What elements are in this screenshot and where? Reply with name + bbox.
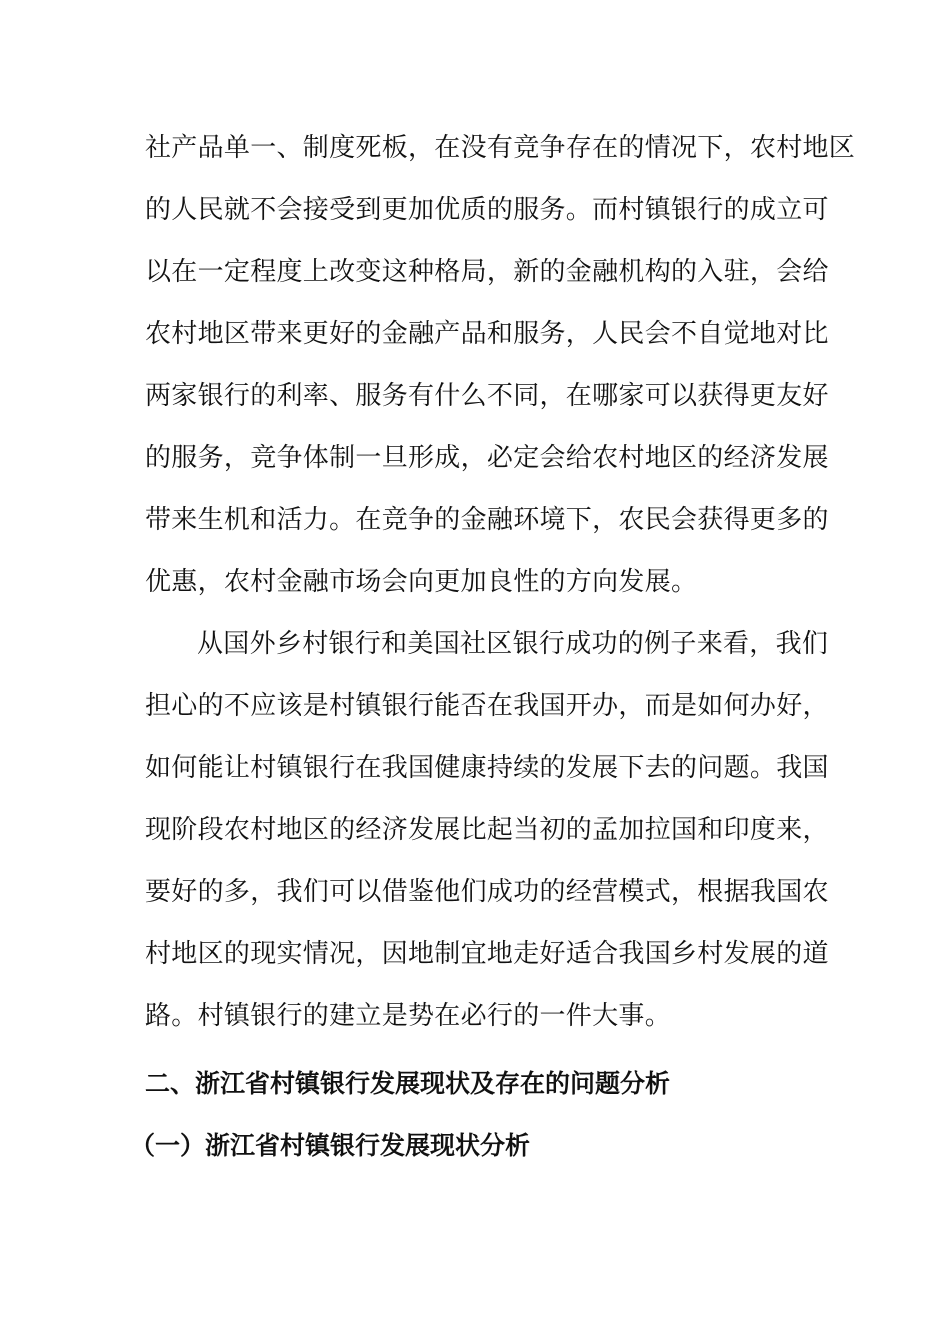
- paragraph-1-line-3: 以在一定程度上改变这种格局，新的金融机构的入驻，会给: [145, 257, 829, 287]
- paragraph-1-line-5: 两家银行的利率、服务有什么不同，在哪家可以获得更友好: [145, 381, 829, 411]
- paragraph-1-line-4: 农村地区带来更好的金融产品和服务，人民会不自觉地对比: [145, 319, 829, 349]
- paragraph-2-line-7: 路。村镇银行的建立是势在必行的一件大事。: [145, 1001, 672, 1031]
- paragraph-2-line-3: 如何能让村镇银行在我国健康持续的发展下去的问题。我国: [145, 753, 829, 783]
- paragraph-2-line-6: 村地区的现实情况，因地制宜地走好适合我国乡村发展的道: [145, 939, 829, 969]
- paragraph-1-line-8: 优惠，农村金融市场会向更加良性的方向发展。: [145, 567, 698, 597]
- paragraph-2-line-2: 担心的不应该是村镇银行能否在我国开办，而是如何办好，: [145, 691, 829, 721]
- paragraph-1-line-6: 的服务，竞争体制一旦形成，必定会给农村地区的经济发展: [145, 443, 829, 473]
- paragraph-1-line-2: 的人民就不会接受到更加优质的服务。而村镇银行的成立可: [145, 195, 829, 225]
- section-heading: 二、浙江省村镇银行发展现状及存在的问题分析: [145, 1069, 671, 1098]
- paragraph-2-line-1: 从国外乡村银行和美国社区银行成功的例子来看，我们: [197, 629, 829, 659]
- subsection-heading: （一）浙江省村镇银行发展现状分析: [130, 1131, 531, 1160]
- paragraph-1-line-7: 带来生机和活力。在竞争的金融环境下，农民会获得更多的: [145, 505, 829, 535]
- paragraph-1-line-1: 社产品单一、制度死板，在没有竞争存在的情况下，农村地区: [145, 133, 856, 163]
- paragraph-2-line-5: 要好的多，我们可以借鉴他们成功的经营模式，根据我国农: [145, 877, 829, 907]
- paragraph-2-line-4: 现阶段农村地区的经济发展比起当初的孟加拉国和印度来，: [145, 815, 829, 845]
